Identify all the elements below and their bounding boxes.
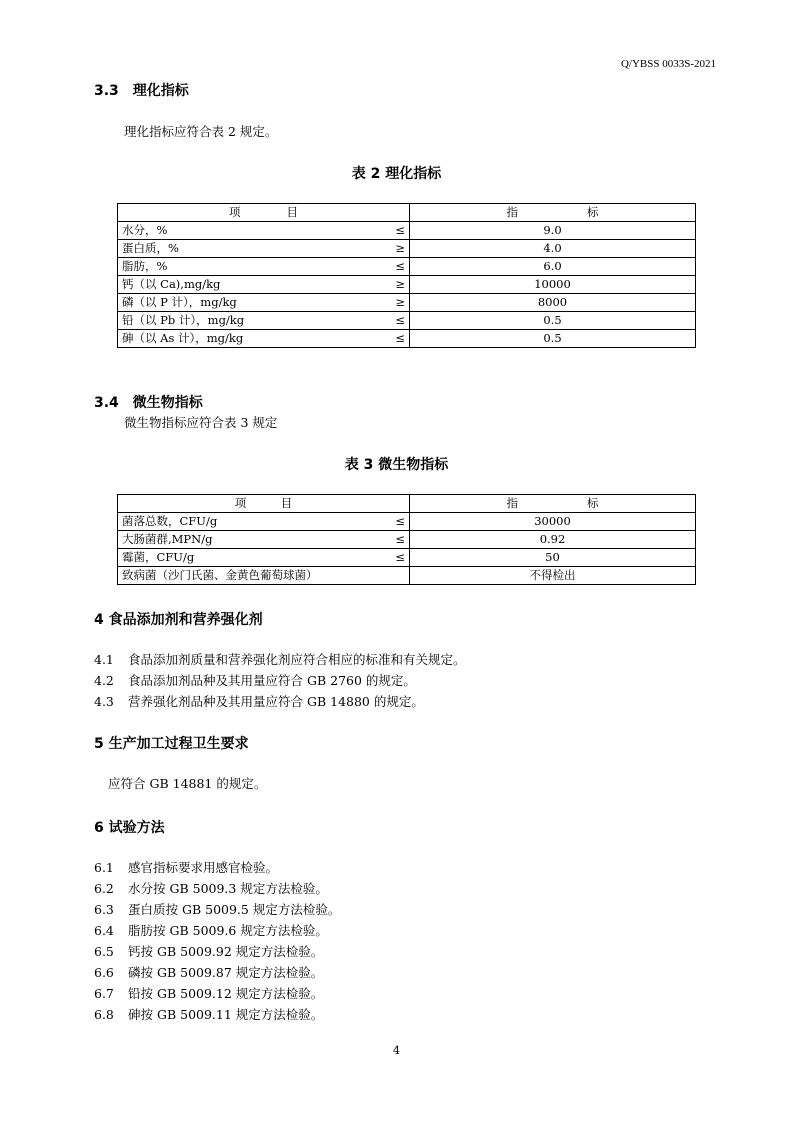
table-2-row-name: 砷（以 As 计），mg/kg <box>118 330 371 348</box>
table-2-row-value: 4.0 <box>410 240 696 258</box>
section-3-3-title: 3.3 理化指标 <box>94 83 189 99</box>
table-2-row-value: 0.5 <box>410 312 696 330</box>
table-2-row <box>118 258 696 276</box>
section-5-title: 5 生产加工过程卫生要求 <box>94 736 249 752</box>
section-4-item-number: 4.1 <box>94 652 114 667</box>
table-2-row <box>118 222 696 240</box>
table-2-row-name: 水分，% <box>118 222 371 240</box>
table-2-row-value: 9.0 <box>410 222 696 240</box>
page-number: 4 <box>393 1044 400 1057</box>
section-6-item <box>94 878 340 899</box>
table-3-row-name: 霉菌，CFU/g <box>118 549 371 567</box>
section-4-item-text: 食品添加剂品种及其用量应符合 GB 2760 的规定。 <box>128 673 416 688</box>
table-2 <box>117 203 696 348</box>
table-3-row-name: 致病菌（沙门氏菌、金黄色葡萄球菌） <box>118 567 371 585</box>
document-number: Q/YBSS 0033S-2021 <box>620 58 716 70</box>
table-2-header <box>118 204 696 222</box>
section-6-item-number: 6.7 <box>94 986 114 1001</box>
table-2-row-value: 6.0 <box>410 258 696 276</box>
table-2-row-operator: ≤ <box>370 330 409 348</box>
table-3-row-operator: ≤ <box>370 513 409 531</box>
table-3-row <box>118 531 696 549</box>
section-6-item-number: 6.1 <box>94 860 114 875</box>
section-6-item <box>94 857 340 878</box>
table-2-header-item: 项 目 <box>118 204 410 222</box>
section-6-list <box>94 857 340 1025</box>
table-2-row-value: 10000 <box>410 276 696 294</box>
section-4-item-text: 营养强化剂品种及其用量应符合 GB 14880 的规定。 <box>128 694 424 709</box>
section-6-item <box>94 941 340 962</box>
section-6-item-number: 6.2 <box>94 881 114 896</box>
table-3-row <box>118 513 696 531</box>
table-3-row <box>118 567 696 585</box>
section-6-item <box>94 899 340 920</box>
table-2-row-name: 铅（以 Pb 计），mg/kg <box>118 312 371 330</box>
table-3-header-item: 项 目 <box>118 495 410 513</box>
table-3 <box>117 494 696 585</box>
table-2-caption: 表 2 理化指标 <box>351 166 442 182</box>
table-3-row-operator: ≤ <box>370 531 409 549</box>
section-6-item-number: 6.8 <box>94 1007 114 1022</box>
section-6-item-text: 钙按 GB 5009.92 规定方法检验。 <box>128 944 324 959</box>
table-2-row-operator: ≤ <box>370 258 409 276</box>
table-2-row-operator: ≤ <box>370 222 409 240</box>
table-3-row-name: 菌落总数，CFU/g <box>118 513 371 531</box>
table-2-row-operator: ≥ <box>370 276 409 294</box>
section-6-item-text: 感官指标要求用感官检验。 <box>128 860 279 875</box>
table-3-row <box>118 549 696 567</box>
section-6-item-text: 蛋白质按 GB 5009.5 规定方法检验。 <box>128 902 341 917</box>
table-3-header-index: 指 标 <box>410 495 696 513</box>
table-2-row-name: 磷（以 P 计），mg/kg <box>118 294 371 312</box>
section-3-4-title: 3.4 微生物指标 <box>94 395 203 411</box>
section-3-3-intro: 理化指标应符合表 2 规定。 <box>124 124 278 139</box>
section-4-list <box>94 649 466 712</box>
table-2-row-value: 0.5 <box>410 330 696 348</box>
table-2-row-operator: ≤ <box>370 312 409 330</box>
section-6-item <box>94 1004 340 1025</box>
section-6-item-number: 6.3 <box>94 902 114 917</box>
table-3-header <box>118 495 696 513</box>
section-6-item-number: 6.4 <box>94 923 114 938</box>
table-3-row-value: 50 <box>410 549 696 567</box>
section-4-item <box>94 670 466 691</box>
section-6-item-text: 磷按 GB 5009.87 规定方法检验。 <box>128 965 324 980</box>
section-4-item-text: 食品添加剂质量和营养强化剂应符合相应的标准和有关规定。 <box>128 652 466 667</box>
table-2-row-operator: ≥ <box>370 240 409 258</box>
table-2-row-name: 钙（以 Ca),mg/kg <box>118 276 371 294</box>
table-2-row <box>118 330 696 348</box>
table-3-row-value: 不得检出 <box>410 567 696 585</box>
table-3-row-operator: ≤ <box>370 549 409 567</box>
section-6-item <box>94 920 340 941</box>
table-3-row-name: 大肠菌群,MPN/g <box>118 531 371 549</box>
section-5-text: 应符合 GB 14881 的规定。 <box>108 776 267 791</box>
table-2-row-operator: ≥ <box>370 294 409 312</box>
section-4-title: 4 食品添加剂和营养强化剂 <box>94 612 263 628</box>
section-4-item-number: 4.2 <box>94 673 114 688</box>
section-4-item-number: 4.3 <box>94 694 114 709</box>
section-6-item-number: 6.6 <box>94 965 114 980</box>
section-6-item-text: 铅按 GB 5009.12 规定方法检验。 <box>128 986 324 1001</box>
section-6-item-number: 6.5 <box>94 944 114 959</box>
table-2-row-name: 蛋白质，% <box>118 240 371 258</box>
table-2-row <box>118 294 696 312</box>
section-6-item-text: 脂肪按 GB 5009.6 规定方法检验。 <box>128 923 328 938</box>
table-2-header-index: 指 标 <box>410 204 696 222</box>
table-2-row <box>118 312 696 330</box>
section-6-title: 6 试验方法 <box>94 820 165 836</box>
section-6-item <box>94 983 340 1004</box>
section-6-item <box>94 962 340 983</box>
table-3-row-value: 0.92 <box>410 531 696 549</box>
section-6-item-text: 砷按 GB 5009.11 规定方法检验。 <box>128 1007 324 1022</box>
table-3-caption: 表 3 微生物指标 <box>344 457 449 473</box>
table-2-row <box>118 240 696 258</box>
section-3-4-intro: 微生物指标应符合表 3 规定 <box>124 415 278 430</box>
table-3-row-operator <box>370 567 409 585</box>
table-2-row <box>118 276 696 294</box>
table-3-row-value: 30000 <box>410 513 696 531</box>
section-6-item-text: 水分按 GB 5009.3 规定方法检验。 <box>128 881 328 896</box>
table-2-row-name: 脂肪，% <box>118 258 371 276</box>
table-2-row-value: 8000 <box>410 294 696 312</box>
section-4-item <box>94 691 466 712</box>
section-4-item <box>94 649 466 670</box>
